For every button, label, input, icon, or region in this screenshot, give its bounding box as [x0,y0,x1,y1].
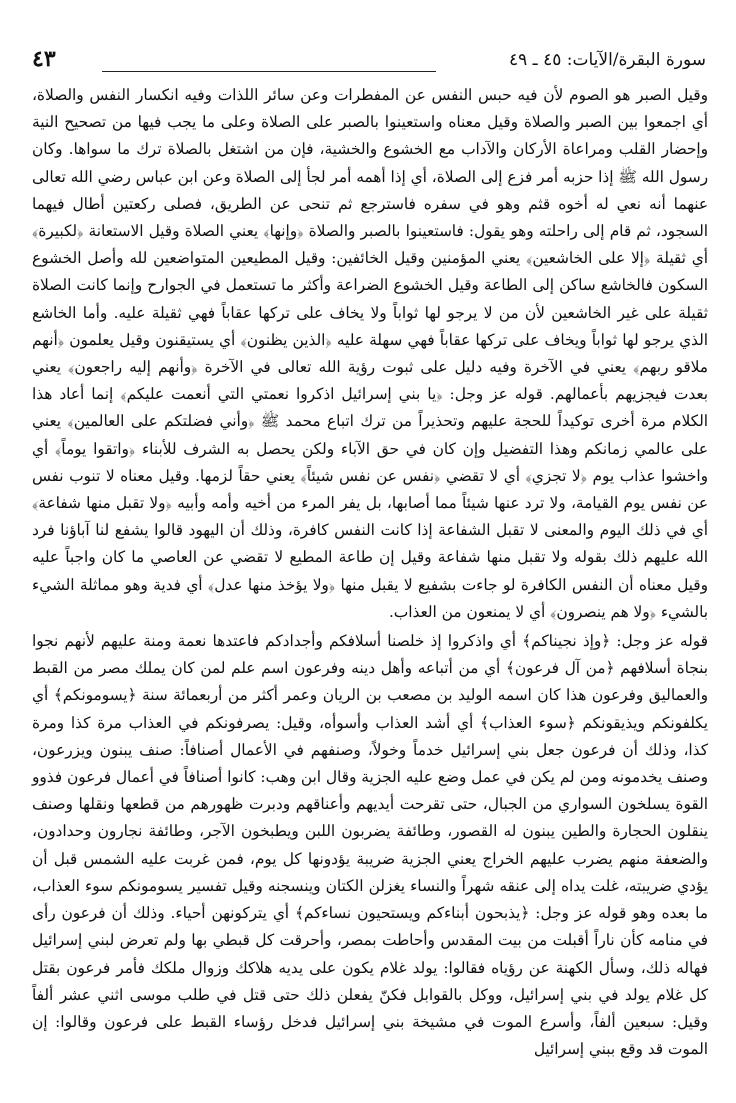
page-number: ٤٣ [32,46,56,72]
header-rule [102,71,436,72]
running-title: سورة البقرة/الآيات: ٤٥ ـ ٤٩ [509,50,706,70]
page-body [32,82,708,1063]
page-header [32,44,706,80]
paragraph: وقيل الصبر هو الصوم لأن فيه حبس النفس عن المفطرات وعن سائر اللذات وفيه انكسار النفس والصلاة، أي اجمعوا بين الصبر والصلاة وقيل معناه واستعينوا بالصبر على الصلاة وعلى ما يجب فيها من تصحيح النية وإحضار القلب ومراعاة الأركان والآداب مع الخشوع والخشية، فإن من اشتغل بالصلاة ترك ما سواها. وكان رسول الله ﷺ إذا حزبه أمر فزع إلى الصلاة، أي إذا أهمه أمر لجأ إلى الصلاة وعن ابن عباس رضي الله تعالى عنهما أنه نعي له أخوه قثم وهو في سفره فاسترجع ثم تنحى عن الطريق، فصلى ركعتين أطال فيهما السجود، ثم قام إلى راحلته وهو يقول: فاستعينوا بالصبر والصلاة ﴿وإنها﴾ يعني الصلاة وقيل الاستعانة ﴿لكبيرة﴾ أي ثقيلة ﴿إلا على الخاشعين﴾ يعني المؤمنين وقيل الخائفين: وقيل المطيعين المتواضعين لله وأصل الخشوع السكون فالخاشع ساكن إلى الطاعة وقيل الخشوع الضراعة وأكثر ما تستعمل في الجوارح وإنما كانت الصلاة ثقيلة على غير الخاشعين لأن من لا يرجو لها ثواباً ولا يخاف على تركها عقاباً فهي ثقيلة عليه. وأما الخاشع الذي يرجو لها ثواباً ويخاف على تركها عقاباً فهي سهلة عليه ﴿الذين يظنون﴾ أي يستيقنون وقيل يعلمون ﴿أنهم ملاقو ربهم﴾ يعني في الآخرة وفيه دليل على ثبوت رؤية الله تعالى في الآخرة ﴿وأنهم إليه راجعون﴾ يعني بعدت فيجزيهم بأعمالهم. قوله عز وجل: ﴿يا بني إسرائيل اذكروا نعمتي التي أنعمت عليكم﴾ إنما أعاد هذا الكلام مرة أخرى توكيداً للحجة عليهم وتحذيراً من ترك اتباع محمد ﷺ ﴿وأني فضلتكم على العالمين﴾ يعني على عالمي زمانكم وهذا التفضيل وإن كان في حق الآباء ولكن يحصل به الشرف للأبناء ﴿واتقوا يوماً﴾ أي واخشوا عذاب يوم ﴿لا تجزي﴾ أي لا تقضي ﴿نفس عن نفس شيئاً﴾ يعني حقاً لزمها. وقيل معناه لا تنوب نفس عن نفس يوم القيامة، ولا ترد عنها شيئاً مما أصابها، بل يفر المرء من أخيه وأمه وأبيه ﴿ولا تقبل منها شفاعة﴾ أي في ذلك اليوم والمعنى لا تقبل الشفاعة إذا كانت النفس كافرة، وذلك أن اليهود قالوا يشفع لنا آباؤنا فرد الله عليهم ذلك بقوله ولا تقبل منها شفاعة وقيل إن طاعة المطيع لا تقضي عن العاصي ما كان واجباً عليه وقيل معناه أن النفس الكافرة لو جاءت بشفيع لا يقبل منها ﴿ولا يؤخذ منها عدل﴾ أي فدية وهو مماثلة الشيء بالشيء ﴿ولا هم ينصرون﴾ أي لا يمنعون من العذاب. [32,86,708,621]
paragraph: قوله عز وجل: ﴿وإذ نجيناكم﴾ أي واذكروا إذ خلصنا أسلافكم وأجدادكم فاعتدها نعمة ومنة عليهم لأنهم نجوا بنجاة أسلافهم ﴿من آل فرعون﴾ أي من أتباعه وأهل دينه وفرعون اسم علم لمن كان يملك مصر من القبط والعماليق وفرعون هذا كان اسمه الوليد بن مصعب بن الريان وعمر أكثر من أربعمائة سنة ﴿يسومونكم﴾ أي يكلفونكم ويذيقونكم ﴿سوء العذاب﴾ أي أشد العذاب وأسوأه، وقيل: يصرفونكم في العذاب مرة كذا ومرة كذا، وذلك أن فرعون جعل بني إسرائيل خدماً وخولاً، وصنفهم في الأعمال أصنافاً: صنف يبنون ويزرعون، وصنف يخدمونه ومن لم يكن في عمل وضع عليه الجزية وقال ابن وهب: كانوا أصنافاً في أعمال فرعون فذوو القوة يسلخون السواري من الجبال، حتى تقرحت أيديهم وأعناقهم ودبرت ظهورهم من قطعها ونقلها وصنف ينقلون الحجارة والطين يبنون له القصور، وطائفة يضربون اللبن ويطبخون الآجر، وطائفة نجارون وحدادون، والضعفة منهم يضرب عليهم الخراج يعني الجزية ضريبة يؤدونها كل يوم، فمن غربت عليه الشمس قبل أن يؤدي ضريبته، غلت يداه إلى عنقه شهراً والنساء يغزلن الكتان وينسجنه وقيل تفسير يسومونكم سوء العذاب، ما بعده وهو قوله عز وجل: ﴿يذبحون أبناءكم ويستحيون نساءكم﴾ أي يتركونهن أحياء. وذلك أن فرعون رأى في منامه كأن ناراً أقبلت من بيت المقدس وأحاطت بمصر، وأحرقت كل قبطي بها ولم تعرض لبني إسرائيل فهاله ذلك، وسأل الكهنة عن رؤياه فقالوا: يولد غلام يكون على يديه هلاكك وزوال ملكك فأمر فرعون بقتل كل غلام يولد في بني إسرائيل، ووكل بالقوابل فكنّ يفعلن ذلك حتى قتل في طلب موسى اثني عشر ألفاً وقيل: سبعين ألفاً، وأسرع الموت في مشيخة بني إسرائيل فدخل رؤساء القبط على فرعون وقالوا: إن الموت قد وقع ببني إسرائيل [32,632,708,1059]
